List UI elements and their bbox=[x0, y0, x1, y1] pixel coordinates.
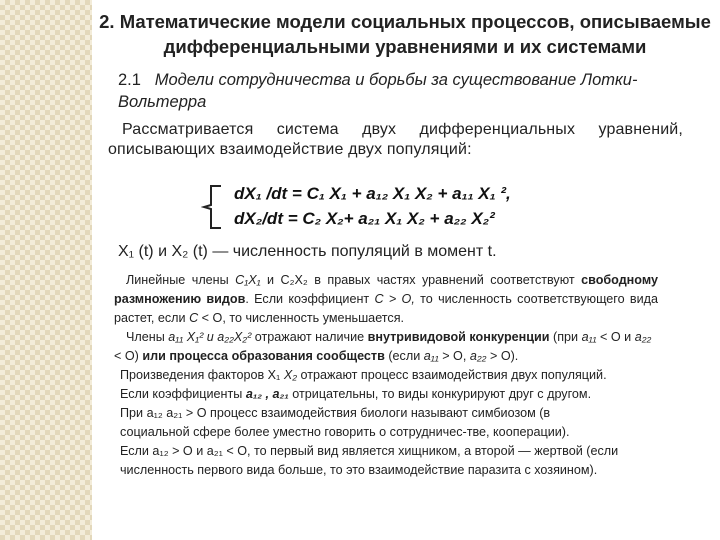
paragraph-predator: Если a₁₂ > O и a₂₁ < O, то первый вид является хищником, а второй — жертвой (если численность первого вида больше, то это взаимодействие паразита с хозяином). bbox=[120, 444, 619, 477]
equation-1: dX₁ /dt = C₁ X₁ + a₁₂ X₁ X₂ + a₁₁ X₁ ², bbox=[234, 184, 511, 203]
paragraph-competition: Члены a₁₁ X₁² и a₂₂X₂² отражают наличие внутривидовой конкуренции (при a₁₁ < O и a₂₂ < O) или процесса образования сообществ (если a₁₁ > O, a₂₂ > O). bbox=[114, 330, 652, 363]
title-line-2: дифференциальными уравнениями и их системами bbox=[163, 36, 647, 57]
equation-2: dX₂/dt = C₂ X₂+ a₂₁ X₁ X₂ + a₂₂ X₂² bbox=[234, 209, 495, 228]
title-line-1: 2. Математические модели социальных процессов, описываемые bbox=[99, 11, 711, 32]
section-title: Модели сотрудничества и борьбы за существование Лотки-Вольтерра bbox=[118, 71, 638, 111]
body-text bbox=[114, 271, 658, 480]
paragraph-linear-terms: Линейные члены C₁X₁ и C₂X₂ в правых частях уравнений соответствуют свободному размножению видов. Если коэффициент C > O, то численность соответствующего вида растет, если C < O, то численность уменьшается. bbox=[114, 273, 658, 325]
brace-icon bbox=[201, 184, 225, 230]
section-number: 2.1 bbox=[118, 71, 141, 89]
decorative-checker-sidebar bbox=[0, 0, 95, 540]
paragraph-interaction: Произведения факторов X₁ X₂ отражают процесс взаимодействия двух популяций. Если коэффициенты a₁₂ , a₂₁ отрицательны, то виды конкурируют друг с другом. bbox=[120, 368, 607, 401]
variables-definition: X₁ (t) и X₂ (t) — численность популяций в момент t. bbox=[118, 243, 497, 260]
page-title bbox=[95, 9, 715, 59]
paragraph-symbiosis: При a₁₂ a₂₁ > O процесс взаимодействия биологи называют симбиозом (в социальной сфере более уместно говорить о сотрудничес-тве, кооперации). bbox=[120, 406, 570, 439]
intro-paragraph: Рассматривается система двух дифференциальных уравнений, описывающих взаимодействие двух популяций: bbox=[108, 121, 683, 158]
section-heading bbox=[118, 69, 678, 113]
